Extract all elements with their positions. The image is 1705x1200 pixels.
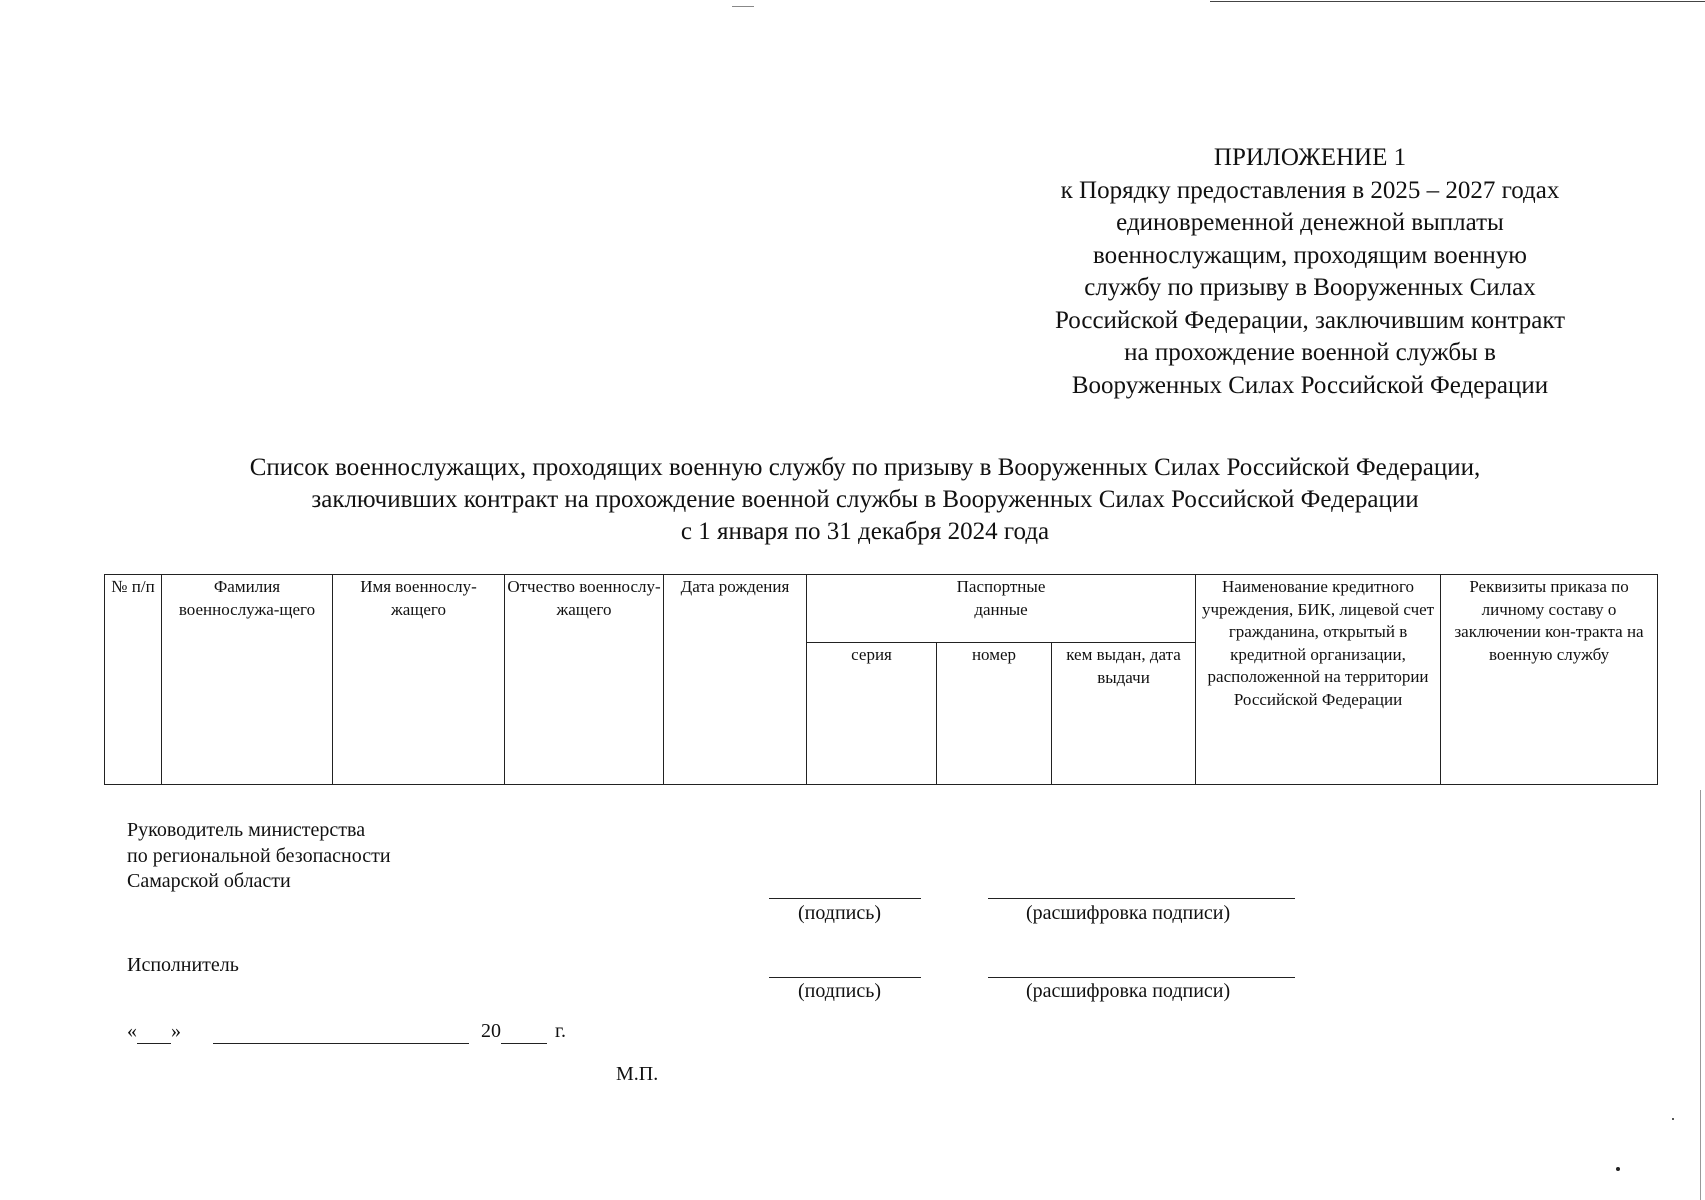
executor-signature-caption: (подпись) <box>798 980 882 1002</box>
scan-mark <box>732 6 754 7</box>
header-passport-number: номер <box>937 643 1052 785</box>
day-blank[interactable] <box>137 1020 171 1044</box>
date-open-quote: « <box>127 1020 137 1042</box>
header-name: Имя военнослу-жащего <box>333 575 505 785</box>
header-number: № п/п <box>105 575 162 785</box>
list-title-line: с 1 января по 31 декабря 2024 года <box>680 518 1050 545</box>
list-title-line: заключивших контракт на прохождение военной службы в Вооруженных Силах Российской Федерации <box>311 486 1419 513</box>
head-line: Руководитель министерства <box>127 819 366 841</box>
date-row <box>127 1020 566 1044</box>
scan-edge-line <box>1700 790 1701 1200</box>
head-signature-line[interactable] <box>769 898 921 899</box>
head-of-ministry-block <box>127 818 391 895</box>
servicemen-table <box>104 574 1658 785</box>
head-signature-caption: (подпись) <box>798 902 882 924</box>
head-line: Самарской области <box>127 870 291 892</box>
executor-decoding-caption: (расшифровка подписи) <box>1026 980 1231 1002</box>
appendix-line: службу по призыву в Вооруженных Силах <box>1084 274 1536 301</box>
year-prefix: 20 <box>481 1020 501 1042</box>
appendix-line: Вооруженных Силах Российской Федерации <box>1071 371 1549 399</box>
month-blank[interactable] <box>213 1020 469 1044</box>
appendix-line: военнослужащим, проходящим военную <box>1093 241 1527 269</box>
list-title-line: Список военнослужащих, проходящих военную службу по призыву в Вооруженных Силах Российской Федерации, <box>249 454 1481 481</box>
list-title <box>0 452 1705 548</box>
appendix-line: Российской Федерации, заключившим контракт <box>1054 306 1566 334</box>
head-decoding-line[interactable] <box>988 898 1295 899</box>
executor-decoding-line[interactable] <box>988 977 1295 978</box>
header-passport-issued: кем выдан, дата выдачи <box>1052 643 1196 785</box>
appendix-line: на прохождение военной службы в <box>1124 339 1496 366</box>
scan-edge-line <box>1210 1 1705 2</box>
appendix-line: к Порядку предоставления в 2025 – 2027 годах <box>1060 176 1560 204</box>
date-close-quote: » <box>171 1020 181 1042</box>
header-order: Реквизиты приказа по личному составу о заключении кон-тракта на военную службу <box>1441 575 1658 785</box>
head-decoding-caption: (расшифровка подписи) <box>1026 902 1231 924</box>
header-bank: Наименование кредитного учреждения, БИК, лицевой счет гражданина, открытый в кредитной организации, расположенной на территории Российской Федерации <box>1196 575 1441 785</box>
appendix-header <box>990 142 1630 402</box>
header-surname: Фамилия военнослужа-щего <box>162 575 333 785</box>
year-suffix: г. <box>555 1020 566 1042</box>
header-passport-series: серия <box>807 643 937 785</box>
header-passport <box>807 575 1196 643</box>
header-birthdate: Дата рождения <box>664 575 807 785</box>
scan-speck <box>1616 1167 1620 1171</box>
stamp-placeholder: М.П. <box>616 1063 659 1085</box>
header-passport-label: Паспортные данные <box>956 577 1046 619</box>
appendix-title: ПРИЛОЖЕНИЕ 1 <box>1213 144 1407 171</box>
appendix-line: единовременной денежной выплаты <box>1116 209 1504 236</box>
executor-signature-line[interactable] <box>769 977 921 978</box>
year-blank[interactable] <box>501 1020 547 1044</box>
header-patronymic: Отчество военнослу-жащего <box>505 575 664 785</box>
scan-speck <box>1672 1118 1674 1120</box>
executor-label: Исполнитель <box>127 954 239 976</box>
head-line: по региональной безопасности <box>127 844 391 867</box>
